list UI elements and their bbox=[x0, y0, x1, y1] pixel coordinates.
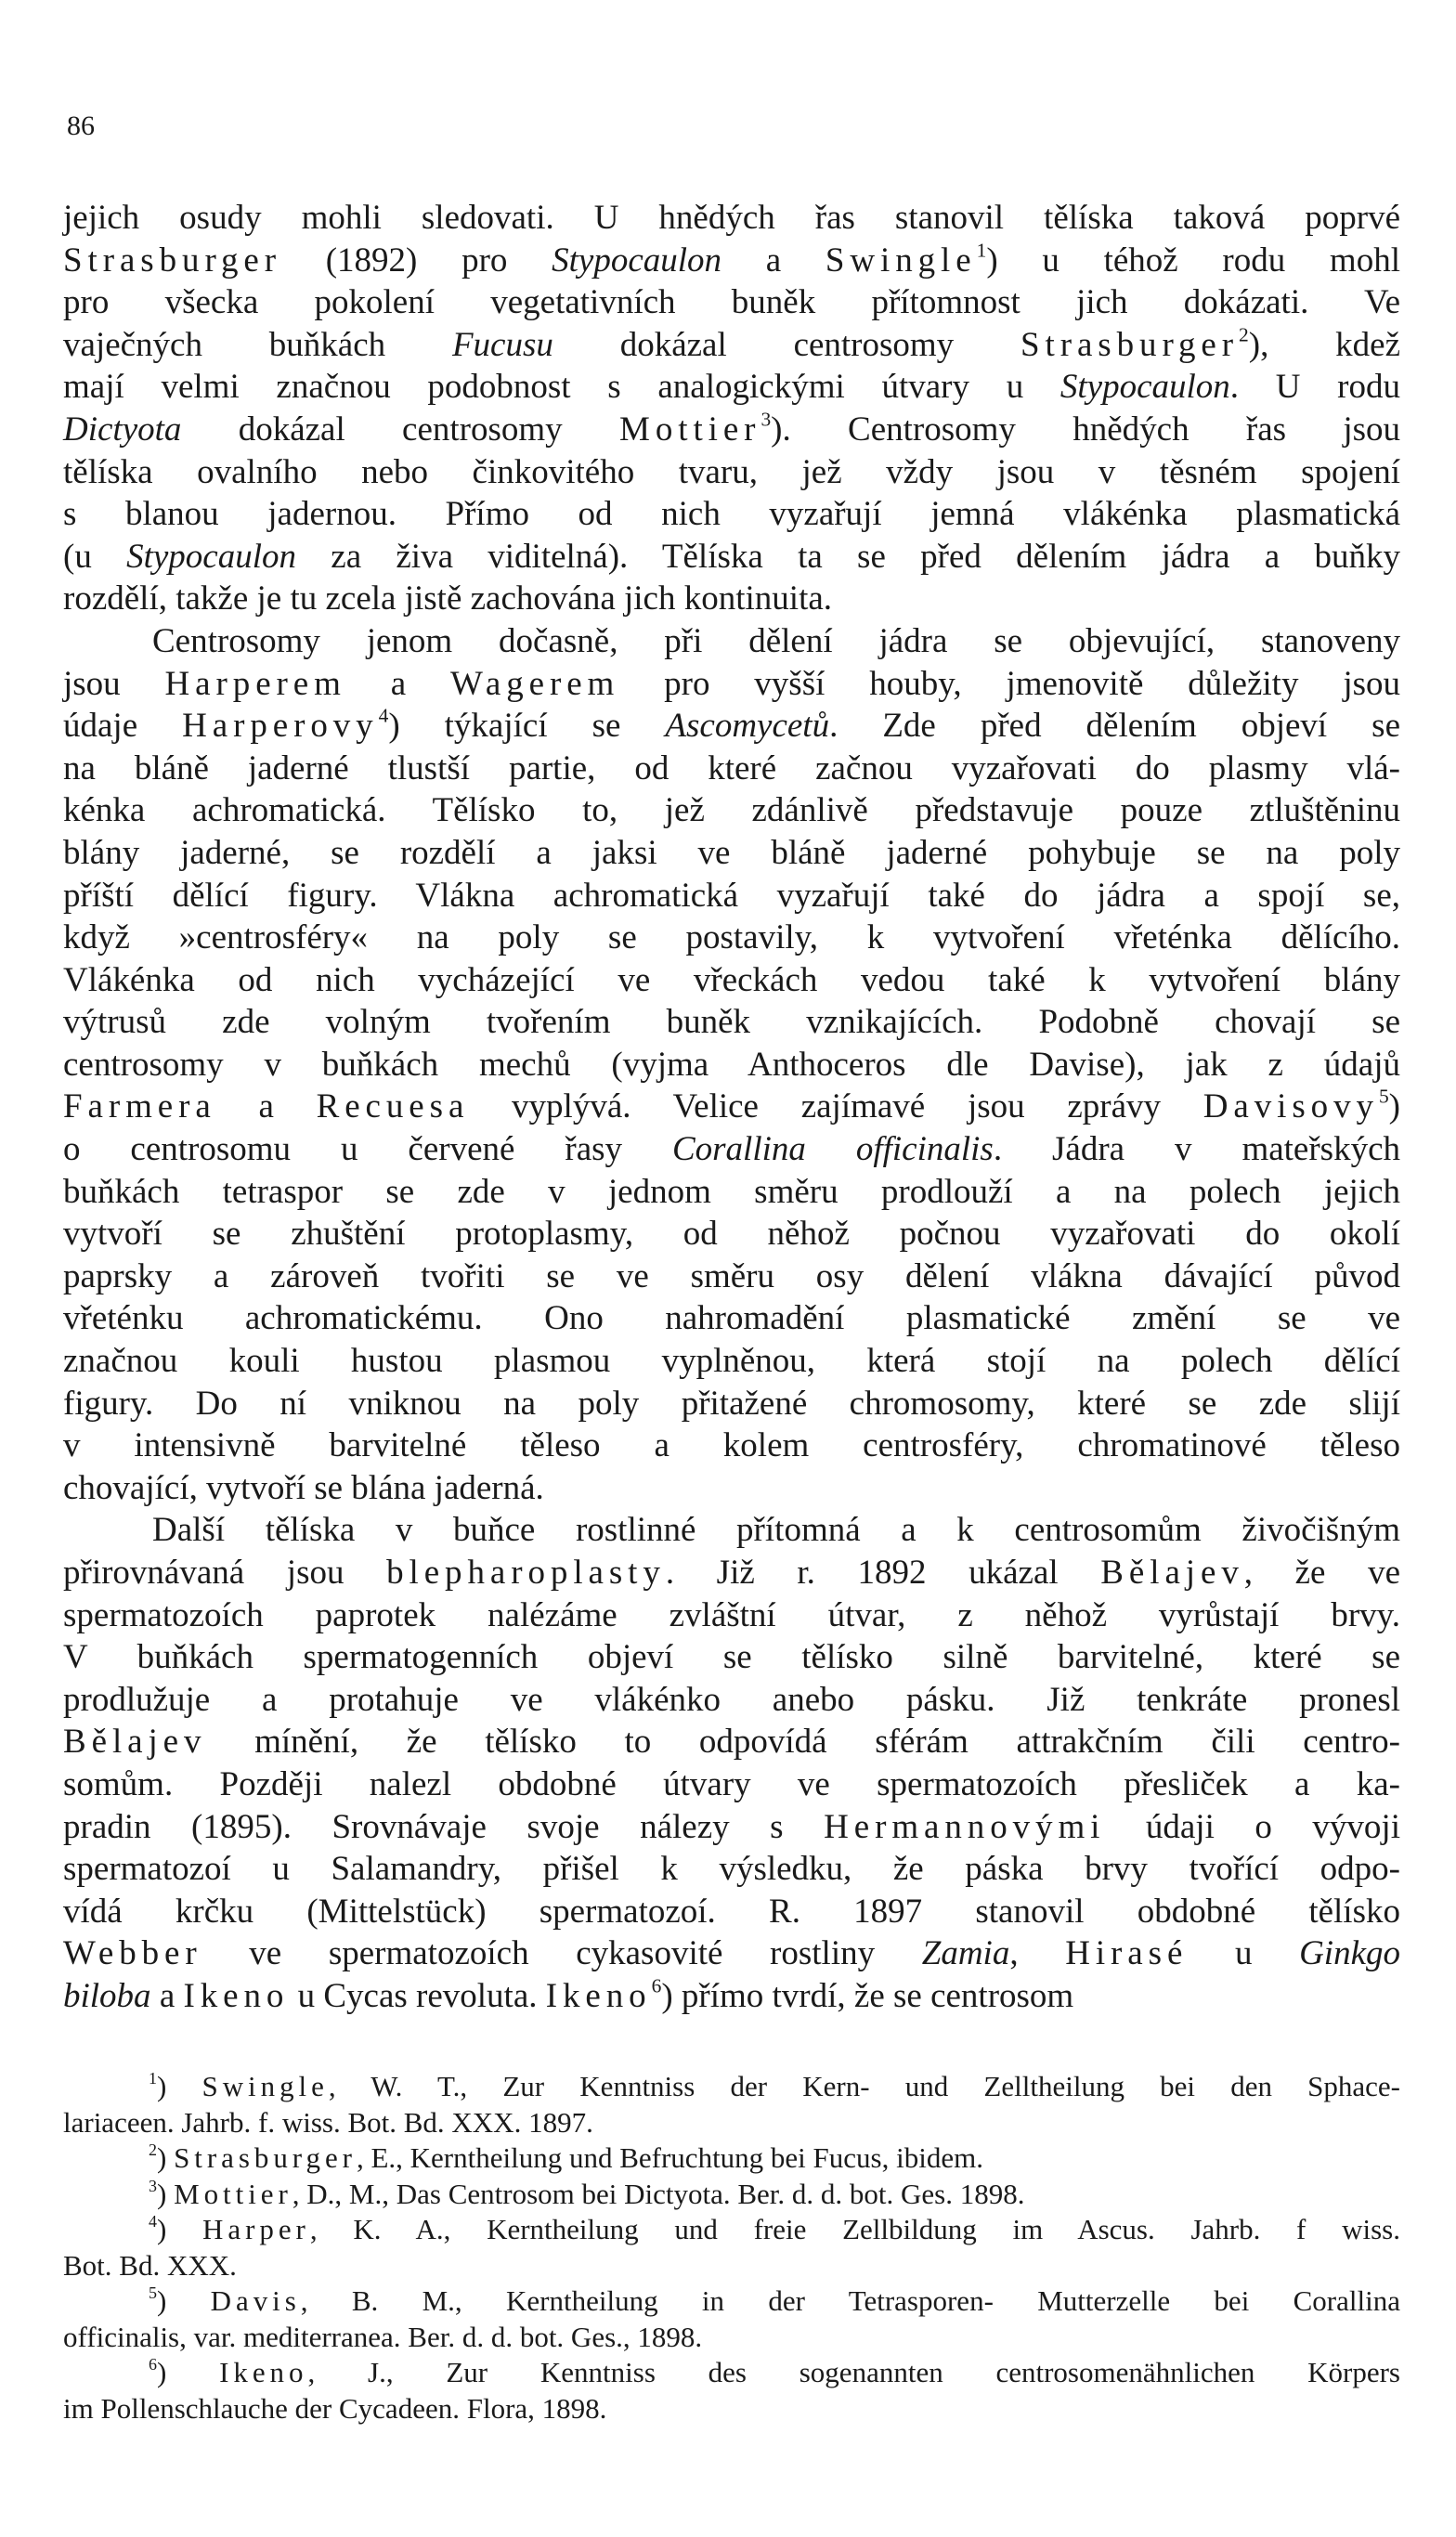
footnote-line: $^2$) Strasburger, E., Kerntheilung und Befruchtung bei Fucus, ibidem. bbox=[149, 2140, 983, 2174]
author-name: Ikeno bbox=[219, 2356, 308, 2388]
text-line: (u Stypocaulon za živa viditelná). Tělíska ta se před dělením jádra a buňky bbox=[63, 537, 1400, 576]
text-line: Centrosomy jenom dočasně, při dělení jádra se objevující, stanoveny bbox=[152, 621, 1400, 660]
author-name: Hirasé bbox=[1065, 1934, 1189, 1973]
text-line: Další tělíska v buňce rostlinné přítomná a k centrosomům živočišným bbox=[152, 1511, 1400, 1550]
author-name: Recuesa bbox=[316, 1087, 470, 1126]
text-line: spermatozoí u Salamandry, přišel k výsledku, že páska brvy tvořící odpo- bbox=[63, 1850, 1400, 1889]
text-line: Webber ve spermatozoích cykasovité rostliny Zamia, Hirasé u Ginkgo bbox=[63, 1934, 1401, 1973]
text-line: údaje Harperovy$^4$) týkající se Ascomycetů. Zde před dělením objeví se bbox=[63, 704, 1400, 746]
text-line: přirovnávaná jsou blepharoplasty. Již r. 1892 ukázal Bělajev, že ve bbox=[63, 1554, 1400, 1592]
text-line: rozdělí, takže je tu zcela jistě zachována jich kontinuita. bbox=[63, 579, 833, 618]
text-line: na bláně jaderné tlustší partie, od které začnou vyzařovati do plasmy vlá- bbox=[63, 748, 1400, 787]
author-name: Webber bbox=[63, 1934, 202, 1973]
taxon-name: Stypocaulon bbox=[552, 241, 722, 280]
text-line: prodlužuje a protahuje ve vlákénko anebo pásku. Již tenkráte pronesl bbox=[63, 1680, 1400, 1719]
footnote-line: Bot. Bd. XXX. bbox=[63, 2248, 237, 2282]
text-line: jejich osudy mohli sledovati. U hnědých řas stanovil tělíska taková poprvé bbox=[63, 199, 1400, 237]
footnote-ref: 3 bbox=[760, 408, 772, 431]
author-name: Swingle bbox=[202, 2070, 329, 2102]
text-line: chovající, vytvoří se blána jaderná. bbox=[63, 1468, 544, 1507]
text-line: když »centrosféry« na poly se postavily, k vytvoření vřeténka dělícího. bbox=[63, 918, 1400, 957]
footnote-line: $^5$) Davis, B. M., Kerntheilung in der Tetrasporen- Mutterzelle bei Corallina bbox=[149, 2283, 1400, 2317]
author-name: blepharoplasty bbox=[386, 1554, 666, 1592]
text-line: pradin (1895). Srovnávaje svoje nálezy s Hermannovými údaji o vývoji bbox=[63, 1807, 1400, 1846]
footnote-ref: 1 bbox=[976, 239, 987, 262]
text-line: vřeténku achromatickému. Ono nahromadění plasmatické změní se ve bbox=[63, 1299, 1400, 1338]
author-name: Harperovy bbox=[182, 707, 379, 746]
author-name: Harper bbox=[202, 2213, 310, 2245]
text-line: biloba a Ikeno u Cycas revoluta. Ikeno$^6$) přímo tvrdí, že se centrosom bbox=[63, 1974, 1074, 2015]
author-name: Strasburger bbox=[63, 241, 282, 280]
text-line: s blanou jadernou. Přímo od nich vyzařují jemná vlákénka plasmatická bbox=[63, 495, 1400, 534]
text-line: kénka achromatická. Tělísko to, jež zdánlivě představuje pouze ztluštěninu bbox=[63, 791, 1400, 830]
text-line: o centrosomu u červené řasy Corallina officinalis. Jádra v mateřských bbox=[63, 1130, 1400, 1169]
footnote-line: im Pollenschlauche der Cycadeen. Flora, 1898. bbox=[63, 2391, 607, 2425]
text-line: paprsky a zároveň tvořiti se ve směru osy dělení vlákna dávající původ bbox=[63, 1256, 1400, 1295]
text-line: Strasburger (1892) pro Stypocaulon a Swingle$^1$) u téhož rodu mohl bbox=[63, 239, 1400, 280]
taxon-name: Fucusu bbox=[451, 325, 553, 364]
author-name: Bělajev bbox=[1100, 1554, 1244, 1592]
footnote-ref: 5 bbox=[1378, 1086, 1389, 1109]
text-line: Bělajev mínění, že tělísko to odpovídá sférám attrakčním čili centro- bbox=[63, 1723, 1400, 1762]
page-number: 86 bbox=[67, 111, 95, 141]
text-line: blány jaderné, se rozdělí a jaksi ve bláně jaderné pohybuje se na poly bbox=[63, 833, 1400, 872]
text-line: Dictyota dokázal centrosomy Mottier$^3$). Centrosomy hnědých řas jsou bbox=[63, 408, 1401, 449]
author-name: Mottier bbox=[619, 410, 761, 449]
footnote-ref: 5 bbox=[149, 2283, 157, 2303]
text-line: figury. Do ní vniknou na poly přitažené chromosomy, které se zde slijí bbox=[63, 1384, 1400, 1423]
author-name: Davisovy bbox=[1202, 1087, 1379, 1126]
text-line: značnou kouli hustou plasmou vyplněnou, která stojí na polech dělící bbox=[63, 1342, 1400, 1381]
footnote-ref: 4 bbox=[378, 704, 389, 727]
footnote-ref: 2 bbox=[1239, 323, 1249, 346]
author-name: Harperem bbox=[164, 664, 346, 703]
author-name: Strasburger bbox=[1020, 325, 1240, 364]
taxon-name: Stypocaulon bbox=[126, 537, 296, 576]
taxon-name: Stypocaulon bbox=[1060, 368, 1230, 407]
author-name: Swingle bbox=[825, 241, 977, 280]
text-line: vytvoří se zhuštění protoplasmy, od něhož počnou vyzařovati do okolí bbox=[63, 1215, 1400, 1254]
author-name: Bělajev bbox=[63, 1723, 207, 1762]
text-line: Vlákénka od nich vycházející ve vřeckách vedou také k vytvoření blány bbox=[63, 960, 1400, 999]
text-line: V buňkách spermatogenních objeví se tělísko silně barvitelné, které se bbox=[63, 1638, 1400, 1677]
taxon-name: Ginkgo bbox=[1299, 1934, 1401, 1973]
footnote-ref: 6 bbox=[149, 2355, 157, 2374]
text-line: somům. Později nalezl obdobné útvary ve spermatozoích přesliček a ka- bbox=[63, 1764, 1400, 1803]
footnote-line: lariaceen. Jahrb. f. wiss. Bot. Bd. XXX. 1897. bbox=[63, 2105, 593, 2139]
author-name: Hermannovými bbox=[824, 1807, 1106, 1846]
author-name: Ikeno bbox=[183, 1976, 290, 2015]
footnotes bbox=[63, 2069, 1400, 2426]
taxon-name: Corallina officinalis bbox=[671, 1130, 994, 1169]
footnote-ref: 2 bbox=[149, 2140, 157, 2160]
text-line: tělíska ovalního nebo činkovitého tvaru, jež vždy jsou v těsném spojení bbox=[63, 452, 1400, 491]
text-line: spermatozoích paprotek nalézáme zvláštní útvar, z něhož vyrůstají brvy. bbox=[63, 1595, 1400, 1634]
text-line: buňkách tetraspor se zde v jednom směru prodlouží a na polech jejich bbox=[63, 1172, 1400, 1211]
text-line: příští dělící figury. Vlákna achromatická vyzařují také do jádra a spojí se, bbox=[63, 876, 1400, 915]
text-line: centrosomy v buňkách mechů (vyjma Anthoceros dle Davise), jak z údajů bbox=[63, 1045, 1400, 1084]
text-line: vídá krčku (Mittelstück) spermatozoí. R. 1897 stanovil obdobné tělísko bbox=[63, 1892, 1400, 1931]
footnote-ref: 4 bbox=[149, 2212, 157, 2231]
footnote-line: $^4$) Harper, K. A., Kerntheilung und freie Zellbildung im Ascus. Jahrb. f wiss. bbox=[149, 2212, 1400, 2245]
text-line: mají velmi značnou podobnost s analogickými útvary u Stypocaulon. U rodu bbox=[63, 368, 1400, 407]
footnote-ref: 6 bbox=[651, 1974, 662, 1997]
taxon-name: Ascomycetů bbox=[665, 707, 830, 746]
footnote-ref: 1 bbox=[149, 2069, 157, 2088]
text-line: vaječných buňkách Fucusu dokázal centrosomy Strasburger$^2$), kdež bbox=[63, 323, 1400, 364]
author-name: Wagerem bbox=[449, 664, 620, 703]
text-line: v intensivně barvitelné těleso a kolem centrosféry, chromatinové těleso bbox=[63, 1426, 1400, 1465]
footnote-line: $^6$) Ikeno, J., Zur Kenntniss des sogenannten centrosomenähnlichen Körpers bbox=[149, 2355, 1401, 2388]
text-line: jsou Harperem a Wagerem pro vyšší houby, jmenovitě důležity jsou bbox=[63, 664, 1400, 703]
author-name: Davis bbox=[210, 2284, 301, 2317]
author-name: Strasburger bbox=[174, 2141, 357, 2174]
author-name: Ikeno bbox=[545, 1976, 652, 2015]
footnote-line: $^3$) Mottier, D., M., Das Centrosom bei Dictyota. Ber. d. d. bot. Ges. 1898. bbox=[149, 2176, 1025, 2210]
body-text bbox=[63, 197, 1400, 2018]
text-line: Farmera a Recuesa vyplývá. Velice zajímavé jsou zprávy Davisovy$^5$) bbox=[63, 1086, 1400, 1126]
taxon-name: Zamia bbox=[921, 1934, 1010, 1973]
taxon-name: biloba bbox=[63, 1976, 151, 2015]
text-line: výtrusů zde volným tvořením buněk vznikajících. Podobně chovají se bbox=[63, 1003, 1400, 1042]
footnote-line: $^1$) Swingle, W. T., Zur Kenntniss der Kern- und Zelltheilung bei den Sphace- bbox=[149, 2069, 1400, 2102]
author-name: Mottier bbox=[174, 2177, 292, 2210]
taxon-name: Dictyota bbox=[63, 410, 182, 449]
author-name: Farmera bbox=[63, 1087, 216, 1126]
footnote-line: officinalis, var. mediterranea. Ber. d. d. bot. Ges., 1898. bbox=[63, 2320, 703, 2353]
text-line: pro všecka pokolení vegetativních buněk přítomnost jich dokázati. Ve bbox=[63, 283, 1400, 322]
footnote-ref: 3 bbox=[149, 2176, 157, 2195]
